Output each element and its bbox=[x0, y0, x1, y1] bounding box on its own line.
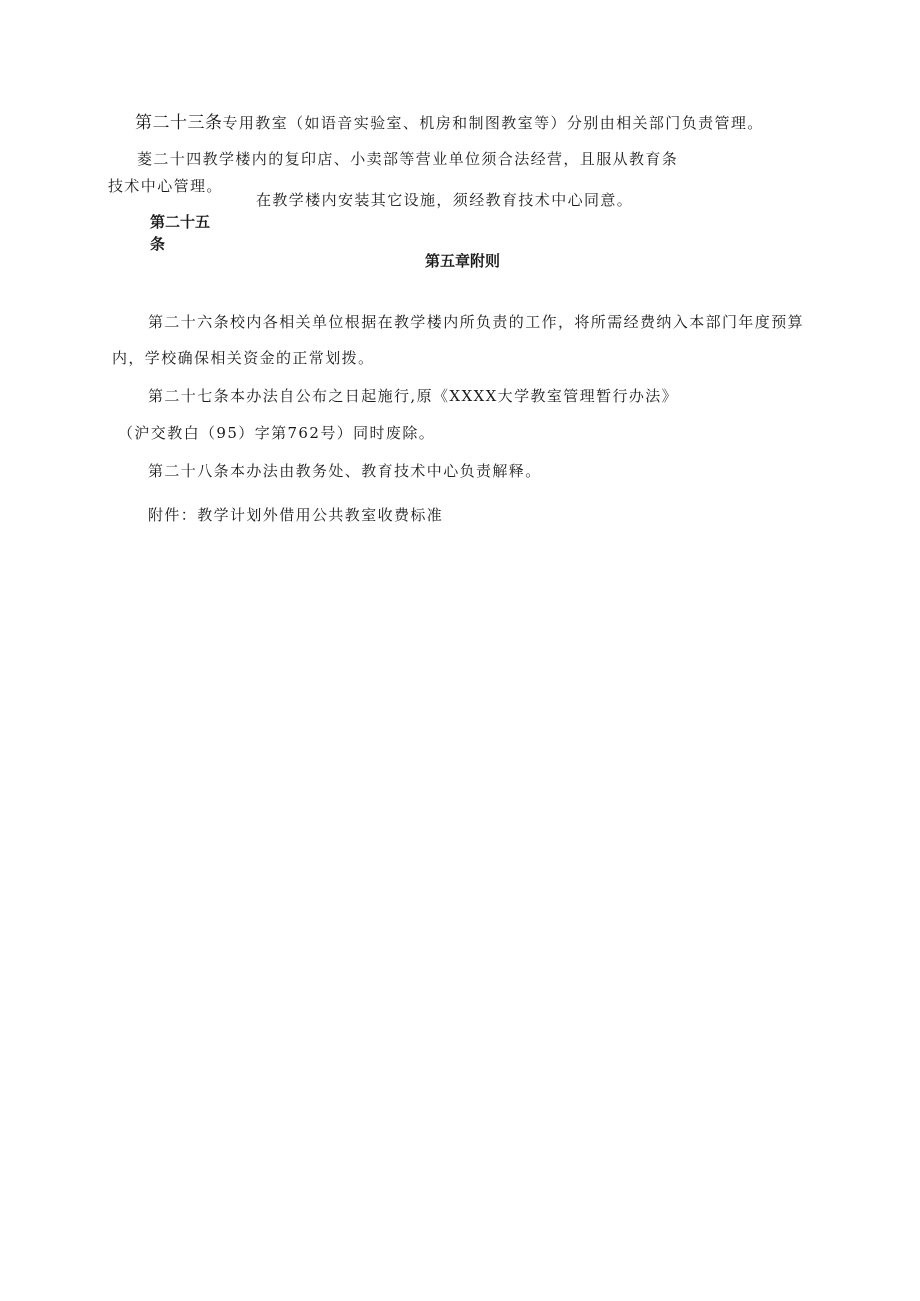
article-24-line-1: 菱二十四教学楼内的复印店、小卖部等营业单位须合法经营，且服从教育条 bbox=[137, 150, 679, 168]
article-25-lead-line-1: 第二十五 bbox=[150, 213, 211, 231]
chapter-5-heading: 第五章附则 bbox=[425, 252, 501, 270]
article-26-line-1: 第二十六条校内各相关单位根据在教学楼内所负责的工作，将所需经费纳入本部门年度预算 bbox=[148, 313, 805, 331]
article-23-lead: 第二十三条 bbox=[135, 113, 223, 133]
article-27-line-1: 第二十七条本办法自公布之日起施行,原《XXXX大学教室管理暂行办法》 bbox=[148, 387, 679, 405]
article-23-text: 专用教室（如语音实验室、机房和制图教室等）分别由相关部门负责管理。 bbox=[222, 114, 764, 132]
article-26-line-2: 内，学校确保相关资金的正常划拨。 bbox=[112, 349, 375, 367]
article-27-line-2: （沪交教白（95）字第762号）同时废除。 bbox=[118, 424, 436, 442]
article-25-text: 在教学楼内安装其它设施，须经教育技术中心同意。 bbox=[256, 191, 634, 209]
article-24-line-2: 技术中心管理。 bbox=[108, 177, 223, 195]
article-28: 第二十八条本办法由教务处、教育技术中心负责解释。 bbox=[148, 462, 542, 480]
article-25-lead-line-2: 条 bbox=[150, 235, 166, 253]
attachment-note: 附件：教学计划外借用公共教室收费标准 bbox=[148, 506, 444, 524]
article-23 bbox=[135, 113, 764, 133]
